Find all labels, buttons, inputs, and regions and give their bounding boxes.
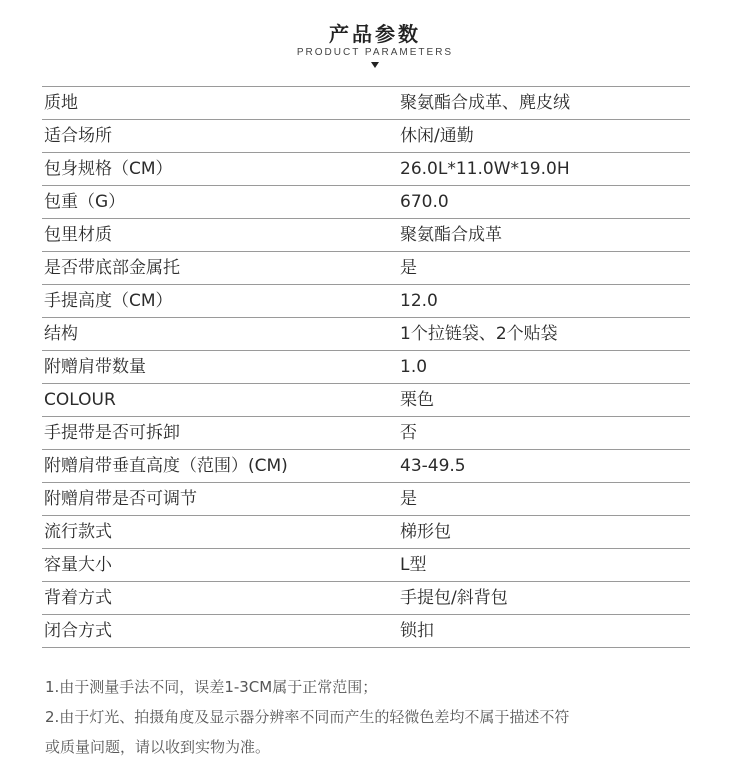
down-triangle-icon (371, 62, 379, 68)
param-label: 是否带底部金属托 (44, 258, 180, 278)
param-value: 休闲/通勤 (400, 126, 474, 146)
table-row (42, 516, 690, 549)
note-line: 或质量问题，请以收到实物为准。 (45, 738, 271, 756)
page-subtitle: PRODUCT PARAMETERS (296, 47, 454, 58)
table-row (42, 549, 690, 582)
param-label: 结构 (44, 324, 78, 344)
table-row (42, 417, 690, 450)
table-row (42, 384, 690, 417)
param-value: 是 (400, 258, 417, 278)
param-value: 1个拉链袋、2个贴袋 (400, 324, 558, 344)
param-label: 容量大小 (44, 555, 112, 575)
table-row (42, 351, 690, 384)
table-row (42, 219, 690, 252)
param-label: 适合场所 (44, 126, 112, 146)
param-label: 手提带是否可拆卸 (44, 423, 180, 443)
table-row (42, 186, 690, 219)
param-value: 梯形包 (400, 522, 451, 542)
param-value: 是 (400, 489, 417, 509)
param-label: 流行款式 (44, 522, 112, 542)
param-value: 26.0L*11.0W*19.0H (400, 159, 570, 179)
param-value: 栗色 (400, 390, 434, 410)
param-value: 锁扣 (400, 621, 434, 641)
param-value: 手提包/斜背包 (400, 588, 508, 608)
note-line: 2.由于灯光、拍摄角度及显示器分辨率不同而产生的轻微色差均不属于描述不符 (45, 708, 570, 726)
param-value: 12.0 (400, 291, 438, 311)
param-value: L型 (400, 555, 427, 575)
param-label: 附赠肩带是否可调节 (44, 489, 197, 509)
param-label: 质地 (44, 93, 78, 113)
page-title: 产品参数 (329, 22, 421, 46)
param-label: 闭合方式 (44, 621, 112, 641)
param-value: 否 (400, 423, 417, 443)
table-row (42, 615, 690, 648)
param-value: 670.0 (400, 192, 449, 212)
note-line: 1.由于测量手法不同，误差1-3CM属于正常范围； (45, 678, 378, 696)
table-row (42, 582, 690, 615)
table-row (42, 285, 690, 318)
param-label: 附赠肩带数量 (44, 357, 146, 377)
table-row (42, 483, 690, 516)
table-row (42, 450, 690, 483)
param-label: COLOUR (44, 390, 116, 410)
notes-section (45, 672, 715, 762)
parameters-table (42, 86, 690, 648)
param-value: 聚氨酯合成革、麂皮绒 (400, 93, 570, 113)
param-value: 43-49.5 (400, 456, 466, 476)
table-row (42, 153, 690, 186)
param-label: 包重（G） (44, 192, 126, 212)
param-value: 聚氨酯合成革 (400, 225, 502, 245)
param-label: 附赠肩带垂直高度（范围）(CM) (44, 456, 288, 476)
param-label: 手提高度（CM） (44, 291, 173, 311)
table-row (42, 87, 690, 120)
param-label: 包身规格（CM） (44, 159, 173, 179)
table-row (42, 318, 690, 351)
param-label: 背着方式 (44, 588, 112, 608)
param-value: 1.0 (400, 357, 428, 377)
table-row (42, 252, 690, 285)
table-row (42, 120, 690, 153)
param-label: 包里材质 (44, 225, 112, 245)
